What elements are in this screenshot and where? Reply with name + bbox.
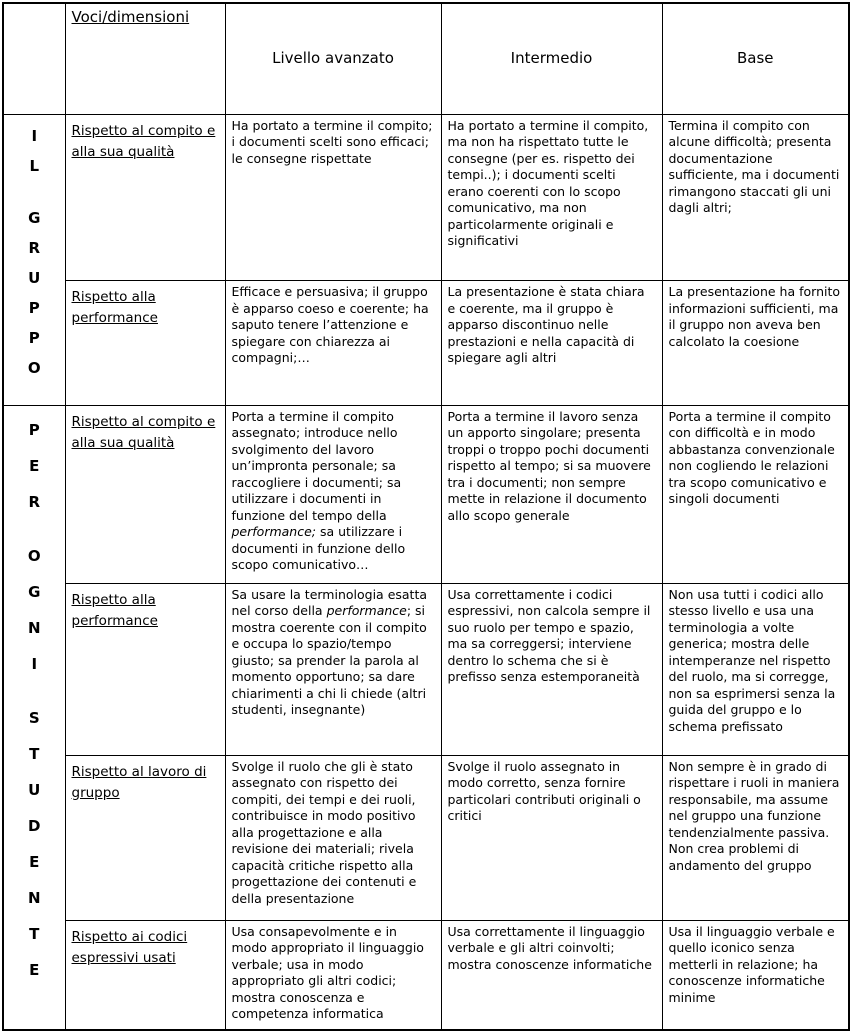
section-label-letter: P: [28, 420, 40, 439]
cell-base: Non sempre è in grado di rispettare i ruoli in maniera responsabile, ma assume nel gruppo una funzione tendenzialmente passiva. Non crea problemi di andamento del gruppo: [662, 755, 849, 920]
cell-avanzato: Efficace e persuasiva; il gruppo è apparso coeso e coerente; ha saputo tenere l’attenzione e spiegare con chiarezza ai compagni;…: [225, 281, 441, 405]
row-studente-compito: [3, 405, 849, 583]
section-label-letter: T: [29, 744, 40, 763]
voci-dimensioni-header: [65, 3, 225, 114]
voce-label: Rispetto al lavoro di gruppo: [71, 763, 207, 801]
header-base: [662, 3, 849, 114]
section-label-letter: D: [28, 816, 41, 835]
cell-base: Termina il compito con alcune difficoltà; presenta documentazione sufficiente, ma i documenti rimangono staccati gli uni dagli altri;: [662, 114, 849, 281]
voce-cell: [65, 583, 225, 755]
row-studente-performance: [3, 583, 849, 755]
cell-intermedio: Usa correttamente il linguaggio verbale e gli altri coinvolti; mostra conoscenze informatiche: [441, 920, 662, 1030]
section-label-letter: E: [29, 852, 40, 871]
rubric-table: [2, 2, 850, 1031]
section-label-il-gruppo: [3, 114, 65, 405]
section-label-letter: O: [27, 358, 41, 377]
section-label-word: [4, 203, 65, 383]
section-label-letter: E: [29, 456, 40, 475]
section-label-word: [4, 700, 65, 988]
intermedio-label: Intermedio: [510, 49, 593, 68]
section-label-letter: R: [28, 492, 41, 511]
cell-base: La presentazione ha fornito informazioni sufficienti, ma il gruppo non aveva ben calcolato la coesione: [662, 281, 849, 405]
cell-intermedio: Ha portato a termine il compito, ma non ha rispettato tutte le consegne (per es. rispetto dei tempi..); i documenti scelti erano coerenti con lo scopo comunicativo, ma non particolarmente originali e significativi: [441, 114, 662, 281]
section-label-word: [4, 121, 65, 181]
header-row: [3, 3, 849, 114]
section-label-letter: O: [27, 546, 41, 565]
cell-avanzato: Usa consapevolmente e in modo appropriato il linguaggio verbale; usa in modo appropriato gli altri codici; mostra conoscenza e competenza informatica: [225, 920, 441, 1030]
cell-intermedio: La presentazione è stata chiara e coerente, ma il gruppo è apparso discontinuo nelle prestazioni e nella capacità di spiegare agli altri: [441, 281, 662, 405]
cell-avanzato: Ha portato a termine il compito; i documenti scelti sono efficaci; le consegne rispettate: [225, 114, 441, 281]
cell-intermedio: Svolge il ruolo assegnato in modo corretto, senza fornire particolari contributi originali o critici: [441, 755, 662, 920]
section-label-letter: P: [28, 298, 40, 317]
cell-base: Usa il linguaggio verbale e quello iconico senza metterli in relazione; ha conoscenze informatiche minime: [662, 920, 849, 1030]
row-gruppo-compito: [3, 114, 849, 281]
corner-cell: [3, 3, 65, 114]
voce-label: Rispetto al compito e alla sua qualità: [71, 122, 216, 160]
row-studente-codici-espressivi: [3, 920, 849, 1030]
section-label-letter: G: [28, 582, 41, 601]
voce-cell: [65, 114, 225, 281]
voce-label: Rispetto ai codici espressivi usati: [71, 928, 188, 966]
section-label-per-ogni-studente: [3, 405, 65, 1030]
section-label-letter: I: [31, 654, 38, 673]
section-label-word: [4, 538, 65, 682]
section-label-letter: U: [28, 268, 41, 287]
section-label-letter: E: [29, 960, 40, 979]
section-label-word: [4, 412, 65, 520]
base-label: Base: [736, 49, 774, 68]
cell-base: Porta a termine il compito con difficoltà e in modo abbastanza convenzionale non cogliendo le relazioni tra scopo comunicativo e singoli documenti: [662, 405, 849, 583]
header-livello-avanzato: [225, 3, 441, 114]
voce-label: Rispetto alla performance: [71, 591, 158, 629]
voce-cell: [65, 405, 225, 583]
cell-avanzato: Sa usare la terminologia esatta nel corso della performance; si mostra coerente con il compito e occupa lo spazio/tempo giusto; sa prender la parola al momento opportuno; sa dare chiarimenti a chi li chiede (altri studenti, insegnante): [225, 583, 441, 755]
section-label-letter: T: [29, 924, 40, 943]
section-label-letter: N: [27, 888, 41, 907]
voce-cell: [65, 755, 225, 920]
cell-intermedio: Porta a termine il lavoro senza un apporto singolare; presenta troppi o troppo pochi documenti rispetto al tempo; si sa muovere tra i documenti; non sempre mette in relazione il documento allo scopo generale: [441, 405, 662, 583]
voci-dimensioni-label: Voci/dimensioni: [71, 8, 190, 26]
livello-avanzato-label: Livello avanzato: [272, 49, 394, 68]
cell-base: Non usa tutti i codici allo stesso livello e usa una terminologia a volte generica; mostra delle intemperanze nel rispetto del ruolo, ma si corregge, non sa esprimersi senza la guida del gruppo e lo schema prefissato: [662, 583, 849, 755]
header-intermedio: [441, 3, 662, 114]
voce-label: Rispetto alla performance: [71, 289, 158, 327]
voce-cell: [65, 920, 225, 1030]
section-label-letter: I: [31, 126, 38, 145]
section-label-letter: P: [28, 328, 40, 347]
section-label-letter: G: [28, 208, 41, 227]
cell-intermedio: Usa correttamente i codici espressivi, non calcola sempre il suo ruolo per tempo e spazio, ma sa correggersi; interviene dentro lo schema che si è prefisso senza estemporaneità: [441, 583, 662, 755]
section-label-letter: R: [28, 238, 41, 257]
cell-avanzato: Svolge il ruolo che gli è stato assegnato con rispetto dei compiti, dei tempi e dei ruoli, contribuisce in modo positivo alla progettazione e alla revisione dei materiali; rivela capacità critiche rispetto alla progettazione dei contenuti e della presentazione: [225, 755, 441, 920]
voce-cell: [65, 281, 225, 405]
section-label-letter: S: [28, 708, 40, 727]
section-label-letter: U: [28, 780, 41, 799]
voce-label: Rispetto al compito e alla sua qualità: [71, 413, 216, 451]
section-label-letter: L: [29, 156, 40, 175]
section-label-letter: N: [27, 618, 41, 637]
row-studente-lavoro-di-gruppo: [3, 755, 849, 920]
row-gruppo-performance: [3, 281, 849, 405]
cell-avanzato: Porta a termine il compito assegnato; introduce nello svolgimento del lavoro un’impronta personale; sa raccogliere i documenti; sa utilizzare i documenti in funzione del tempo della performance; sa utilizzare i documenti in funzione dello scopo comunicativo…: [225, 405, 441, 583]
